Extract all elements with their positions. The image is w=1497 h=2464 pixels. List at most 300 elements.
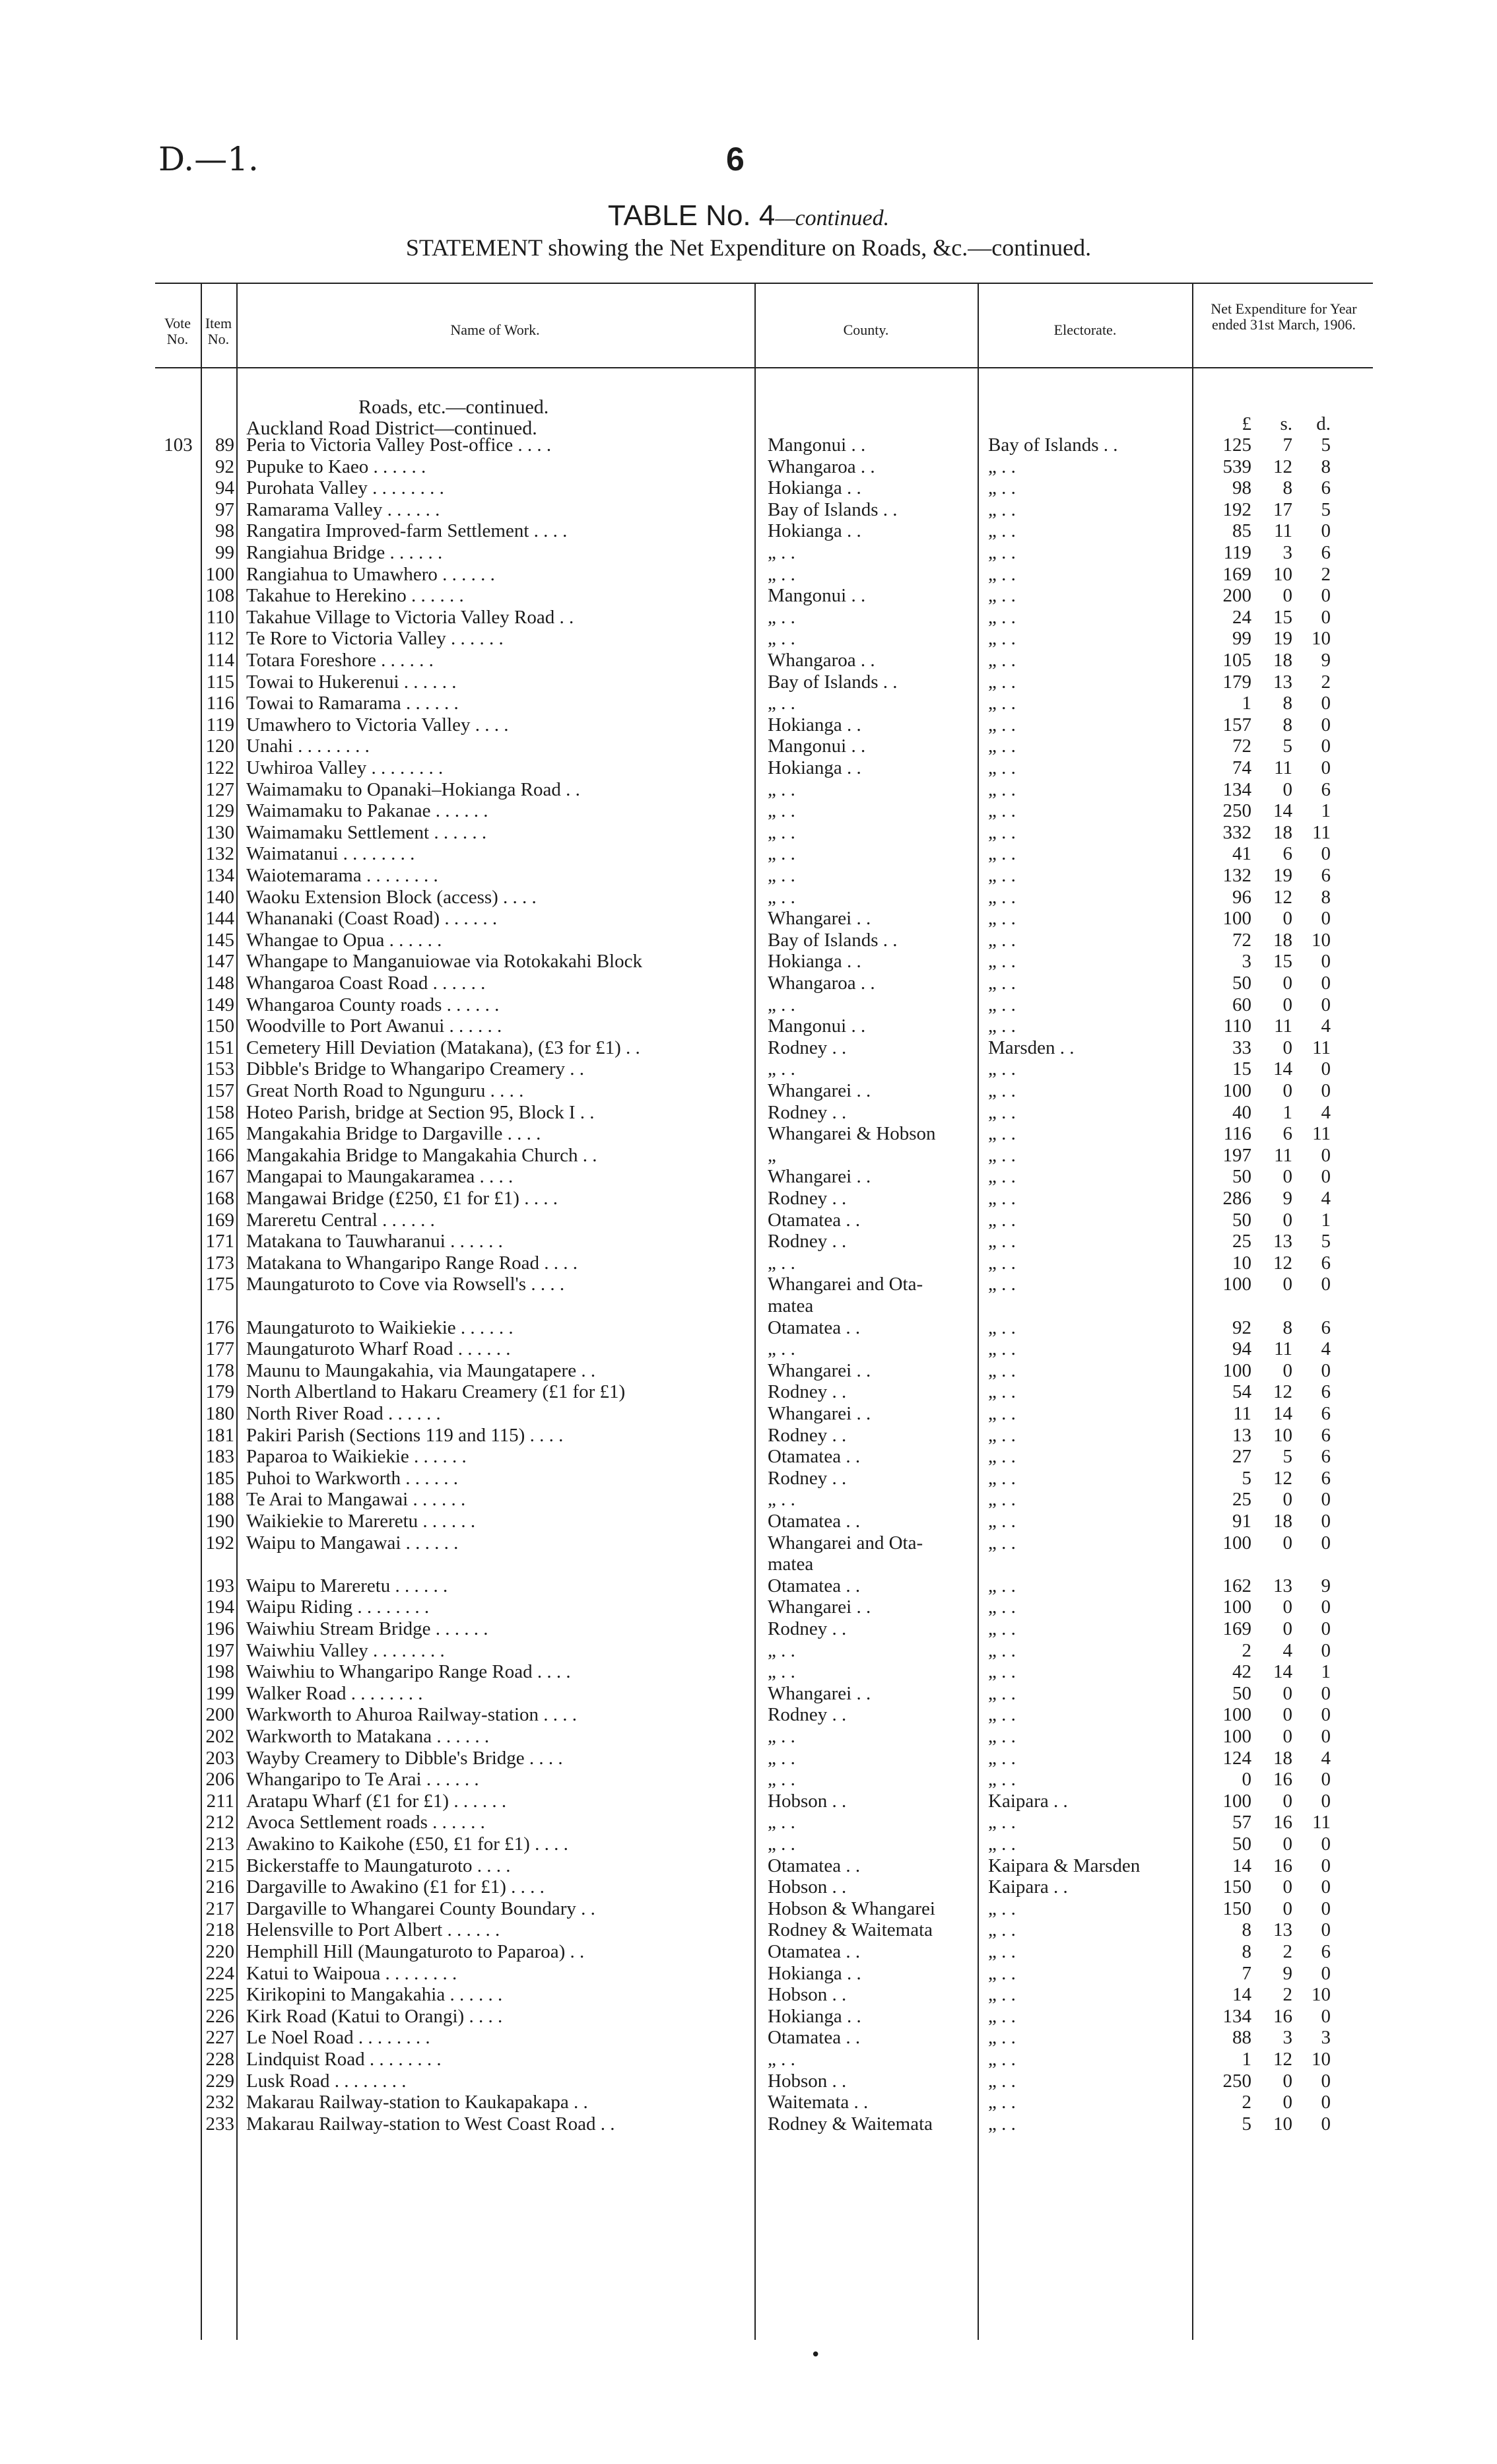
table-row: [0, 887, 1497, 908]
pence-cell: 0: [1321, 1489, 1331, 1510]
work-name: Mareretu Central . . . . . .: [246, 1210, 435, 1231]
item-cell: 127: [205, 779, 234, 800]
electorate-cell: „ . .: [988, 1252, 1016, 1274]
table-row: [0, 1876, 1497, 1898]
item-cell: 140: [205, 887, 234, 908]
work-name: Awakino to Kaikohe (£50, £1 for £1) . . . .: [246, 1833, 568, 1855]
shillings-cell: 16: [1273, 2006, 1292, 2027]
work-name: Helensville to Port Albert . . . . . .: [246, 1919, 500, 1940]
table-row: [0, 1963, 1497, 1984]
pounds-cell: 3: [1242, 951, 1251, 972]
electorate-cell: „ . .: [988, 1640, 1016, 1661]
county-cell: „ . .: [768, 865, 795, 886]
electorate-cell: „ . .: [988, 822, 1016, 843]
item-cell: 228: [205, 2049, 234, 2070]
pence-cell: 0: [1321, 757, 1331, 778]
shillings-cell: 12: [1273, 1381, 1292, 1402]
electorate-cell: „ . .: [988, 1015, 1016, 1037]
item-cell: 196: [205, 1618, 234, 1639]
pounds-cell: 332: [1222, 822, 1251, 843]
county-cell: Waitemata . .: [768, 2092, 869, 2113]
county-cell: „ . .: [768, 1661, 795, 1682]
work-name: Waikiekie to Mareretu . . . . . .: [246, 1511, 476, 1532]
pence-cell: 0: [1321, 1791, 1331, 1812]
county-cell: Bay of Islands . .: [768, 671, 898, 693]
pounds-cell: 0: [1242, 1769, 1251, 1790]
pence-cell: 6: [1321, 1403, 1331, 1424]
pence-cell: 4: [1321, 1748, 1331, 1769]
item-cell: 147: [205, 951, 234, 972]
electorate-cell: „ . .: [988, 908, 1016, 929]
table-row: [0, 693, 1497, 714]
pence-cell: 10: [1312, 2049, 1331, 2070]
table-row: [0, 1403, 1497, 1424]
shillings-cell: 0: [1282, 1037, 1292, 1058]
table-row: [0, 1381, 1497, 1402]
item-cell: 110: [206, 607, 234, 628]
county-cell: „ . .: [768, 542, 795, 563]
electorate-cell: „ . .: [988, 1812, 1016, 1833]
county-cell: Rodney . .: [768, 1704, 847, 1725]
electorate-cell: „ . .: [988, 1058, 1016, 1079]
work-name: Maungaturoto Wharf Road . . . . . .: [246, 1338, 511, 1359]
county-cell: Rodney . .: [768, 1102, 847, 1123]
county-cell: Hokianga . .: [768, 951, 861, 972]
county-cell: Mangonui . .: [768, 1015, 866, 1037]
electorate-cell: „ . .: [988, 994, 1016, 1015]
table-title: [0, 199, 1497, 232]
item-cell: 179: [205, 1381, 234, 1402]
pounds-cell: 25: [1232, 1489, 1251, 1510]
item-cell: 134: [205, 865, 234, 886]
item-cell: 183: [205, 1446, 234, 1467]
electorate-cell: Kaipara & Marsden: [988, 1855, 1141, 1876]
shillings-cell: 12: [1273, 456, 1292, 477]
pounds-cell: 8: [1242, 1941, 1251, 1962]
electorate-cell: „ . .: [988, 1102, 1016, 1123]
table-row: [0, 1468, 1497, 1489]
table-row: [0, 1704, 1497, 1725]
pence-cell: 11: [1312, 1123, 1331, 1144]
county-cell: Whangaroa . .: [768, 650, 875, 671]
electorate-cell: „ . .: [988, 1489, 1016, 1510]
item-cell: 212: [205, 1812, 234, 1833]
shillings-cell: 10: [1273, 2113, 1292, 2135]
shillings-cell: 10: [1273, 564, 1292, 585]
electorate-cell: Kaipara . .: [988, 1876, 1068, 1898]
table-row: [0, 1058, 1497, 1079]
item-cell: 202: [205, 1726, 234, 1747]
pence-cell: 6: [1321, 1252, 1331, 1274]
work-name: Mangapai to Maungakaramea . . . .: [246, 1166, 514, 1187]
item-cell: 132: [205, 843, 234, 864]
county-cell: Whangarei & Hobson: [768, 1123, 936, 1144]
electorate-cell: „ . .: [988, 1188, 1016, 1209]
pounds-cell: 286: [1222, 1188, 1251, 1209]
pounds-cell: 74: [1232, 757, 1251, 778]
work-name: Purohata Valley . . . . . . . .: [246, 477, 444, 498]
electorate-cell: „ . .: [988, 736, 1016, 757]
section-district: Auckland Road District—continued.: [246, 417, 537, 439]
pounds-cell: 124: [1222, 1748, 1251, 1769]
item-cell: 115: [206, 671, 234, 693]
pounds-cell: 150: [1222, 1898, 1251, 1919]
pence-cell: 11: [1312, 1812, 1331, 1833]
shillings-cell: 14: [1273, 1058, 1292, 1079]
shillings-cell: 12: [1273, 1252, 1292, 1274]
item-cell: 149: [205, 994, 234, 1015]
pence-cell: 6: [1321, 1941, 1331, 1962]
pounds-cell: 100: [1222, 1596, 1251, 1618]
pounds-cell: 116: [1223, 1123, 1251, 1144]
work-name: Takahue to Herekino . . . . . .: [246, 585, 464, 606]
table-row: [0, 499, 1497, 520]
electorate-cell: „ . .: [988, 951, 1016, 972]
pence-cell: 11: [1312, 1037, 1331, 1058]
work-name: Paparoa to Waikiekie . . . . . .: [246, 1446, 467, 1467]
shillings-cell: 0: [1282, 1791, 1292, 1812]
table-row: [0, 822, 1497, 843]
electorate-cell: „ . .: [988, 2006, 1016, 2027]
electorate-cell: „ . .: [988, 1661, 1016, 1682]
table-row: [0, 1596, 1497, 1618]
item-cell: 176: [205, 1317, 234, 1338]
work-name: Wayby Creamery to Dibble's Bridge . . . .: [246, 1748, 563, 1769]
shillings-cell: 0: [1282, 585, 1292, 606]
item-cell: 198: [205, 1661, 234, 1682]
table-title-continued: —continued.: [775, 206, 890, 230]
table-row: [0, 628, 1497, 649]
pounds-cell: 92: [1232, 1317, 1251, 1338]
county-cell: matea: [768, 1295, 814, 1317]
county-cell: Whangaroa . .: [768, 973, 875, 994]
pence-cell: 1: [1321, 800, 1331, 821]
pounds-cell: 14: [1232, 1984, 1251, 2005]
shillings-cell: 12: [1273, 887, 1292, 908]
item-cell: 169: [205, 1210, 234, 1231]
pence-cell: 6: [1321, 779, 1331, 800]
electorate-cell: „ . .: [988, 1919, 1016, 1940]
shillings-cell: 15: [1273, 951, 1292, 972]
pence-cell: 4: [1321, 1188, 1331, 1209]
pounds-cell: 100: [1222, 1532, 1251, 1554]
shillings-cell: 0: [1282, 779, 1292, 800]
table-row: [0, 434, 1497, 456]
pounds-cell: 134: [1222, 2006, 1251, 2027]
table-row: [0, 585, 1497, 606]
pence-cell: 0: [1321, 973, 1331, 994]
table-row: [0, 542, 1497, 563]
work-name: Towai to Ramarama . . . . . .: [246, 693, 459, 714]
table-row: [0, 779, 1497, 800]
work-name: Bickerstaffe to Maungaturoto . . . .: [246, 1855, 511, 1876]
item-cell: 213: [205, 1833, 234, 1855]
electorate-cell: „ . .: [988, 779, 1016, 800]
electorate-cell: „ . .: [988, 1080, 1016, 1101]
shillings-cell: 4: [1282, 1640, 1292, 1661]
table-row: [0, 520, 1497, 541]
county-cell: Otamatea . .: [768, 1941, 861, 1962]
electorate-cell: „ . .: [988, 800, 1016, 821]
work-name: Umawhero to Victoria Valley . . . .: [246, 714, 509, 736]
pence-cell: 0: [1321, 1166, 1331, 1187]
work-name: Puhoi to Warkworth . . . . . .: [246, 1468, 458, 1489]
county-cell: Rodney . .: [768, 1425, 847, 1446]
electorate-cell: „ . .: [988, 477, 1016, 498]
item-cell: 153: [205, 1058, 234, 1079]
table-row: [0, 994, 1497, 1015]
electorate-cell: „ . .: [988, 1963, 1016, 1984]
table-row: [0, 714, 1497, 736]
pounds-cell: 119: [1223, 542, 1251, 563]
work-name: Dibble's Bridge to Whangaripo Creamery . .: [246, 1058, 585, 1079]
county-cell: Whangarei . .: [768, 1166, 871, 1187]
electorate-cell: „ . .: [988, 757, 1016, 778]
county-cell: „ . .: [768, 800, 795, 821]
table-row: [0, 973, 1497, 994]
pence-cell: 9: [1321, 650, 1331, 671]
pence-cell: 6: [1321, 1317, 1331, 1338]
table-row: [0, 1919, 1497, 1940]
county-cell: Whangarei . .: [768, 1360, 871, 1381]
work-name: Waipu to Mangawai . . . . . .: [246, 1532, 459, 1554]
shillings-cell: 8: [1282, 714, 1292, 736]
pounds-cell: 50: [1232, 1210, 1251, 1231]
item-cell: 220: [205, 1941, 234, 1962]
pounds-cell: 96: [1232, 887, 1251, 908]
work-name: Mangakahia Bridge to Dargaville . . . .: [246, 1123, 541, 1144]
shillings-cell: 14: [1273, 800, 1292, 821]
work-name: Maunu to Maungakahia, via Maungatapere . .: [246, 1360, 596, 1381]
item-cell: 173: [205, 1252, 234, 1274]
item-cell: 199: [205, 1683, 234, 1704]
pence-cell: 0: [1321, 714, 1331, 736]
item-cell: 216: [205, 1876, 234, 1898]
work-name: Waimamaku Settlement . . . . . .: [246, 822, 487, 843]
item-cell: 225: [205, 1984, 234, 2005]
electorate-cell: „ . .: [988, 1446, 1016, 1467]
item-cell: 108: [205, 585, 234, 606]
pounds-cell: 162: [1222, 1575, 1251, 1596]
pence-cell: 0: [1321, 520, 1331, 541]
electorate-cell: „ . .: [988, 456, 1016, 477]
pence-cell: 0: [1321, 1769, 1331, 1790]
work-name: Kirikopini to Mangakahia . . . . . .: [246, 1984, 503, 2005]
electorate-cell: „ . .: [988, 693, 1016, 714]
electorate-cell: „ . .: [988, 1403, 1016, 1424]
work-name: Cemetery Hill Deviation (Matakana), (£3 for £1) . .: [246, 1037, 640, 1058]
county-cell: Whangarei and Ota-: [768, 1274, 923, 1295]
pounds-cell: 169: [1222, 564, 1251, 585]
work-name: Dargaville to Awakino (£1 for £1) . . . .: [246, 1876, 545, 1898]
item-cell: 165: [205, 1123, 234, 1144]
table-row: [0, 1661, 1497, 1682]
shillings-label: s.: [1280, 413, 1292, 434]
electorate-cell: „ . .: [988, 2113, 1016, 2135]
pence-cell: 0: [1321, 908, 1331, 929]
item-cell: 178: [205, 1360, 234, 1381]
item-cell: 200: [205, 1704, 234, 1725]
county-cell: „ . .: [768, 822, 795, 843]
work-name: Waimamaku to Opanaki–Hokianga Road . .: [246, 779, 580, 800]
pounds-cell: 169: [1222, 1618, 1251, 1639]
work-name: Whangae to Opua . . . . . .: [246, 930, 442, 951]
county-cell: Bay of Islands . .: [768, 499, 898, 520]
electorate-cell: „ . .: [988, 2070, 1016, 2092]
work-name: Matakana to Tauwharanui . . . . . .: [246, 1231, 503, 1252]
table-row: [0, 1123, 1497, 1144]
county-cell: Rodney . .: [768, 1231, 847, 1252]
shillings-cell: 0: [1282, 1532, 1292, 1554]
work-name: Rangiahua Bridge . . . . . .: [246, 542, 443, 563]
work-name: Lindquist Road . . . . . . . .: [246, 2049, 442, 2070]
table-row: [0, 2027, 1497, 2048]
work-name: Mangawai Bridge (£250, £1 for £1) . . . .: [246, 1188, 558, 1209]
electorate-cell: „ . .: [988, 1425, 1016, 1446]
item-cell: 122: [205, 757, 234, 778]
table-row: [0, 1188, 1497, 1209]
electorate-cell: Marsden . .: [988, 1037, 1075, 1058]
county-cell: „ . .: [768, 1833, 795, 1855]
item-cell: 145: [205, 930, 234, 951]
work-name: Whangaroa Coast Road . . . . . .: [246, 973, 486, 994]
work-name: Whananaki (Coast Road) . . . . . .: [246, 908, 498, 929]
pence-cell: 0: [1321, 1145, 1331, 1166]
county-cell: Whangarei . .: [768, 1403, 871, 1424]
county-cell: Whangarei . .: [768, 908, 871, 929]
table-row: [0, 1338, 1497, 1359]
shillings-cell: 13: [1273, 671, 1292, 693]
electorate-cell: „ . .: [988, 1166, 1016, 1187]
county-cell: Whangarei and Ota-: [768, 1532, 923, 1554]
county-cell: „ . .: [768, 1812, 795, 1833]
item-cell: 218: [205, 1919, 234, 1940]
work-name: Woodville to Port Awanui . . . . . .: [246, 1015, 502, 1037]
pounds-cell: 100: [1222, 1360, 1251, 1381]
pence-cell: 2: [1321, 564, 1331, 585]
shillings-cell: 8: [1282, 1317, 1292, 1338]
county-cell: „ . .: [768, 607, 795, 628]
header-electorate: Electorate.: [1053, 322, 1117, 338]
county-cell: Mangonui . .: [768, 585, 866, 606]
work-name: Waimatanui . . . . . . . .: [246, 843, 415, 864]
county-cell: Rodney . .: [768, 1618, 847, 1639]
item-cell: 157: [205, 1080, 234, 1101]
header-work: Name of Work.: [450, 322, 540, 338]
shillings-cell: 8: [1282, 477, 1292, 498]
shillings-cell: 0: [1282, 1166, 1292, 1187]
item-cell: 167: [205, 1166, 234, 1187]
county-cell: Hobson . .: [768, 1876, 847, 1898]
work-name: Maungaturoto to Waikiekie . . . . . .: [246, 1317, 514, 1338]
table-row: [0, 800, 1497, 821]
work-name: Uwhiroa Valley . . . . . . . .: [246, 757, 444, 778]
shillings-cell: 2: [1282, 1941, 1292, 1962]
table-row: [0, 1015, 1497, 1037]
electorate-cell: „ . .: [988, 1274, 1016, 1295]
county-cell: „ . .: [768, 628, 795, 649]
table-row: [0, 2049, 1497, 2070]
header-bottom-rule: [155, 367, 1373, 368]
pounds-cell: 41: [1232, 843, 1251, 864]
pounds-cell: 200: [1222, 585, 1251, 606]
pounds-cell: 24: [1232, 607, 1251, 628]
table-row: [0, 2070, 1497, 2092]
pounds-cell: 33: [1232, 1037, 1251, 1058]
shillings-cell: 0: [1282, 1596, 1292, 1618]
item-cell: 229: [205, 2070, 234, 2092]
work-name: North Albertland to Hakaru Creamery (£1 for £1): [246, 1381, 626, 1402]
electorate-cell: „ . .: [988, 520, 1016, 541]
electorate-cell: „ . .: [988, 1618, 1016, 1639]
county-cell: Whangaroa . .: [768, 456, 875, 477]
item-cell: 188: [205, 1489, 234, 1510]
table-row: [0, 1145, 1497, 1166]
item-cell: 120: [205, 736, 234, 757]
shillings-cell: 0: [1282, 973, 1292, 994]
county-cell: Hobson . .: [768, 1791, 847, 1812]
electorate-cell: „ . .: [988, 628, 1016, 649]
pounds-cell: 250: [1222, 800, 1251, 821]
electorate-cell: „ . .: [988, 607, 1016, 628]
table-row: [0, 736, 1497, 757]
shillings-cell: 0: [1282, 1489, 1292, 1510]
item-cell: 193: [205, 1575, 234, 1596]
shillings-cell: 13: [1273, 1575, 1292, 1596]
pence-cell: 0: [1321, 994, 1331, 1015]
work-name: Waoku Extension Block (access) . . . .: [246, 887, 537, 908]
pence-cell: 10: [1312, 1984, 1331, 2005]
electorate-cell: Kaipara . .: [988, 1791, 1068, 1812]
shillings-cell: 17: [1273, 499, 1292, 520]
shillings-cell: 0: [1282, 908, 1292, 929]
work-name: Maungaturoto to Cove via Rowsell's . . . .: [246, 1274, 565, 1295]
pence-cell: 10: [1312, 628, 1331, 649]
table-row: [0, 1898, 1497, 1919]
pence-cell: 10: [1312, 930, 1331, 951]
item-cell: 92: [215, 456, 234, 477]
shillings-cell: 12: [1273, 2049, 1292, 2070]
pounds-cell: 134: [1222, 779, 1251, 800]
table-row: [0, 1812, 1497, 1833]
shillings-cell: 0: [1282, 1210, 1292, 1231]
electorate-cell: „ . .: [988, 887, 1016, 908]
pounds-cell: 57: [1232, 1812, 1251, 1833]
header-top-rule: [155, 283, 1373, 284]
county-cell: „ . .: [768, 1640, 795, 1661]
work-name: Rangiahua to Umawhero . . . . . .: [246, 564, 495, 585]
table-row: [0, 1640, 1497, 1661]
item-cell: 227: [205, 2027, 234, 2048]
pence-cell: 6: [1321, 865, 1331, 886]
county-cell: Whangarei . .: [768, 1683, 871, 1704]
shillings-cell: 16: [1273, 1812, 1292, 1833]
shillings-cell: 3: [1282, 542, 1292, 563]
work-name: Walker Road . . . . . . . .: [246, 1683, 423, 1704]
electorate-cell: „ . .: [988, 1833, 1016, 1855]
pounds-cell: 539: [1222, 456, 1251, 477]
item-cell: 206: [205, 1769, 234, 1790]
county-cell: Rodney . .: [768, 1381, 847, 1402]
county-cell: Hokianga . .: [768, 714, 861, 736]
item-cell: 224: [205, 1963, 234, 1984]
shillings-cell: 11: [1274, 520, 1292, 541]
county-cell: Bay of Islands . .: [768, 930, 898, 951]
pounds-cell: 72: [1232, 736, 1251, 757]
county-cell: „ . .: [768, 1338, 795, 1359]
pounds-cell: 100: [1222, 1274, 1251, 1295]
pence-cell: 0: [1321, 1833, 1331, 1855]
